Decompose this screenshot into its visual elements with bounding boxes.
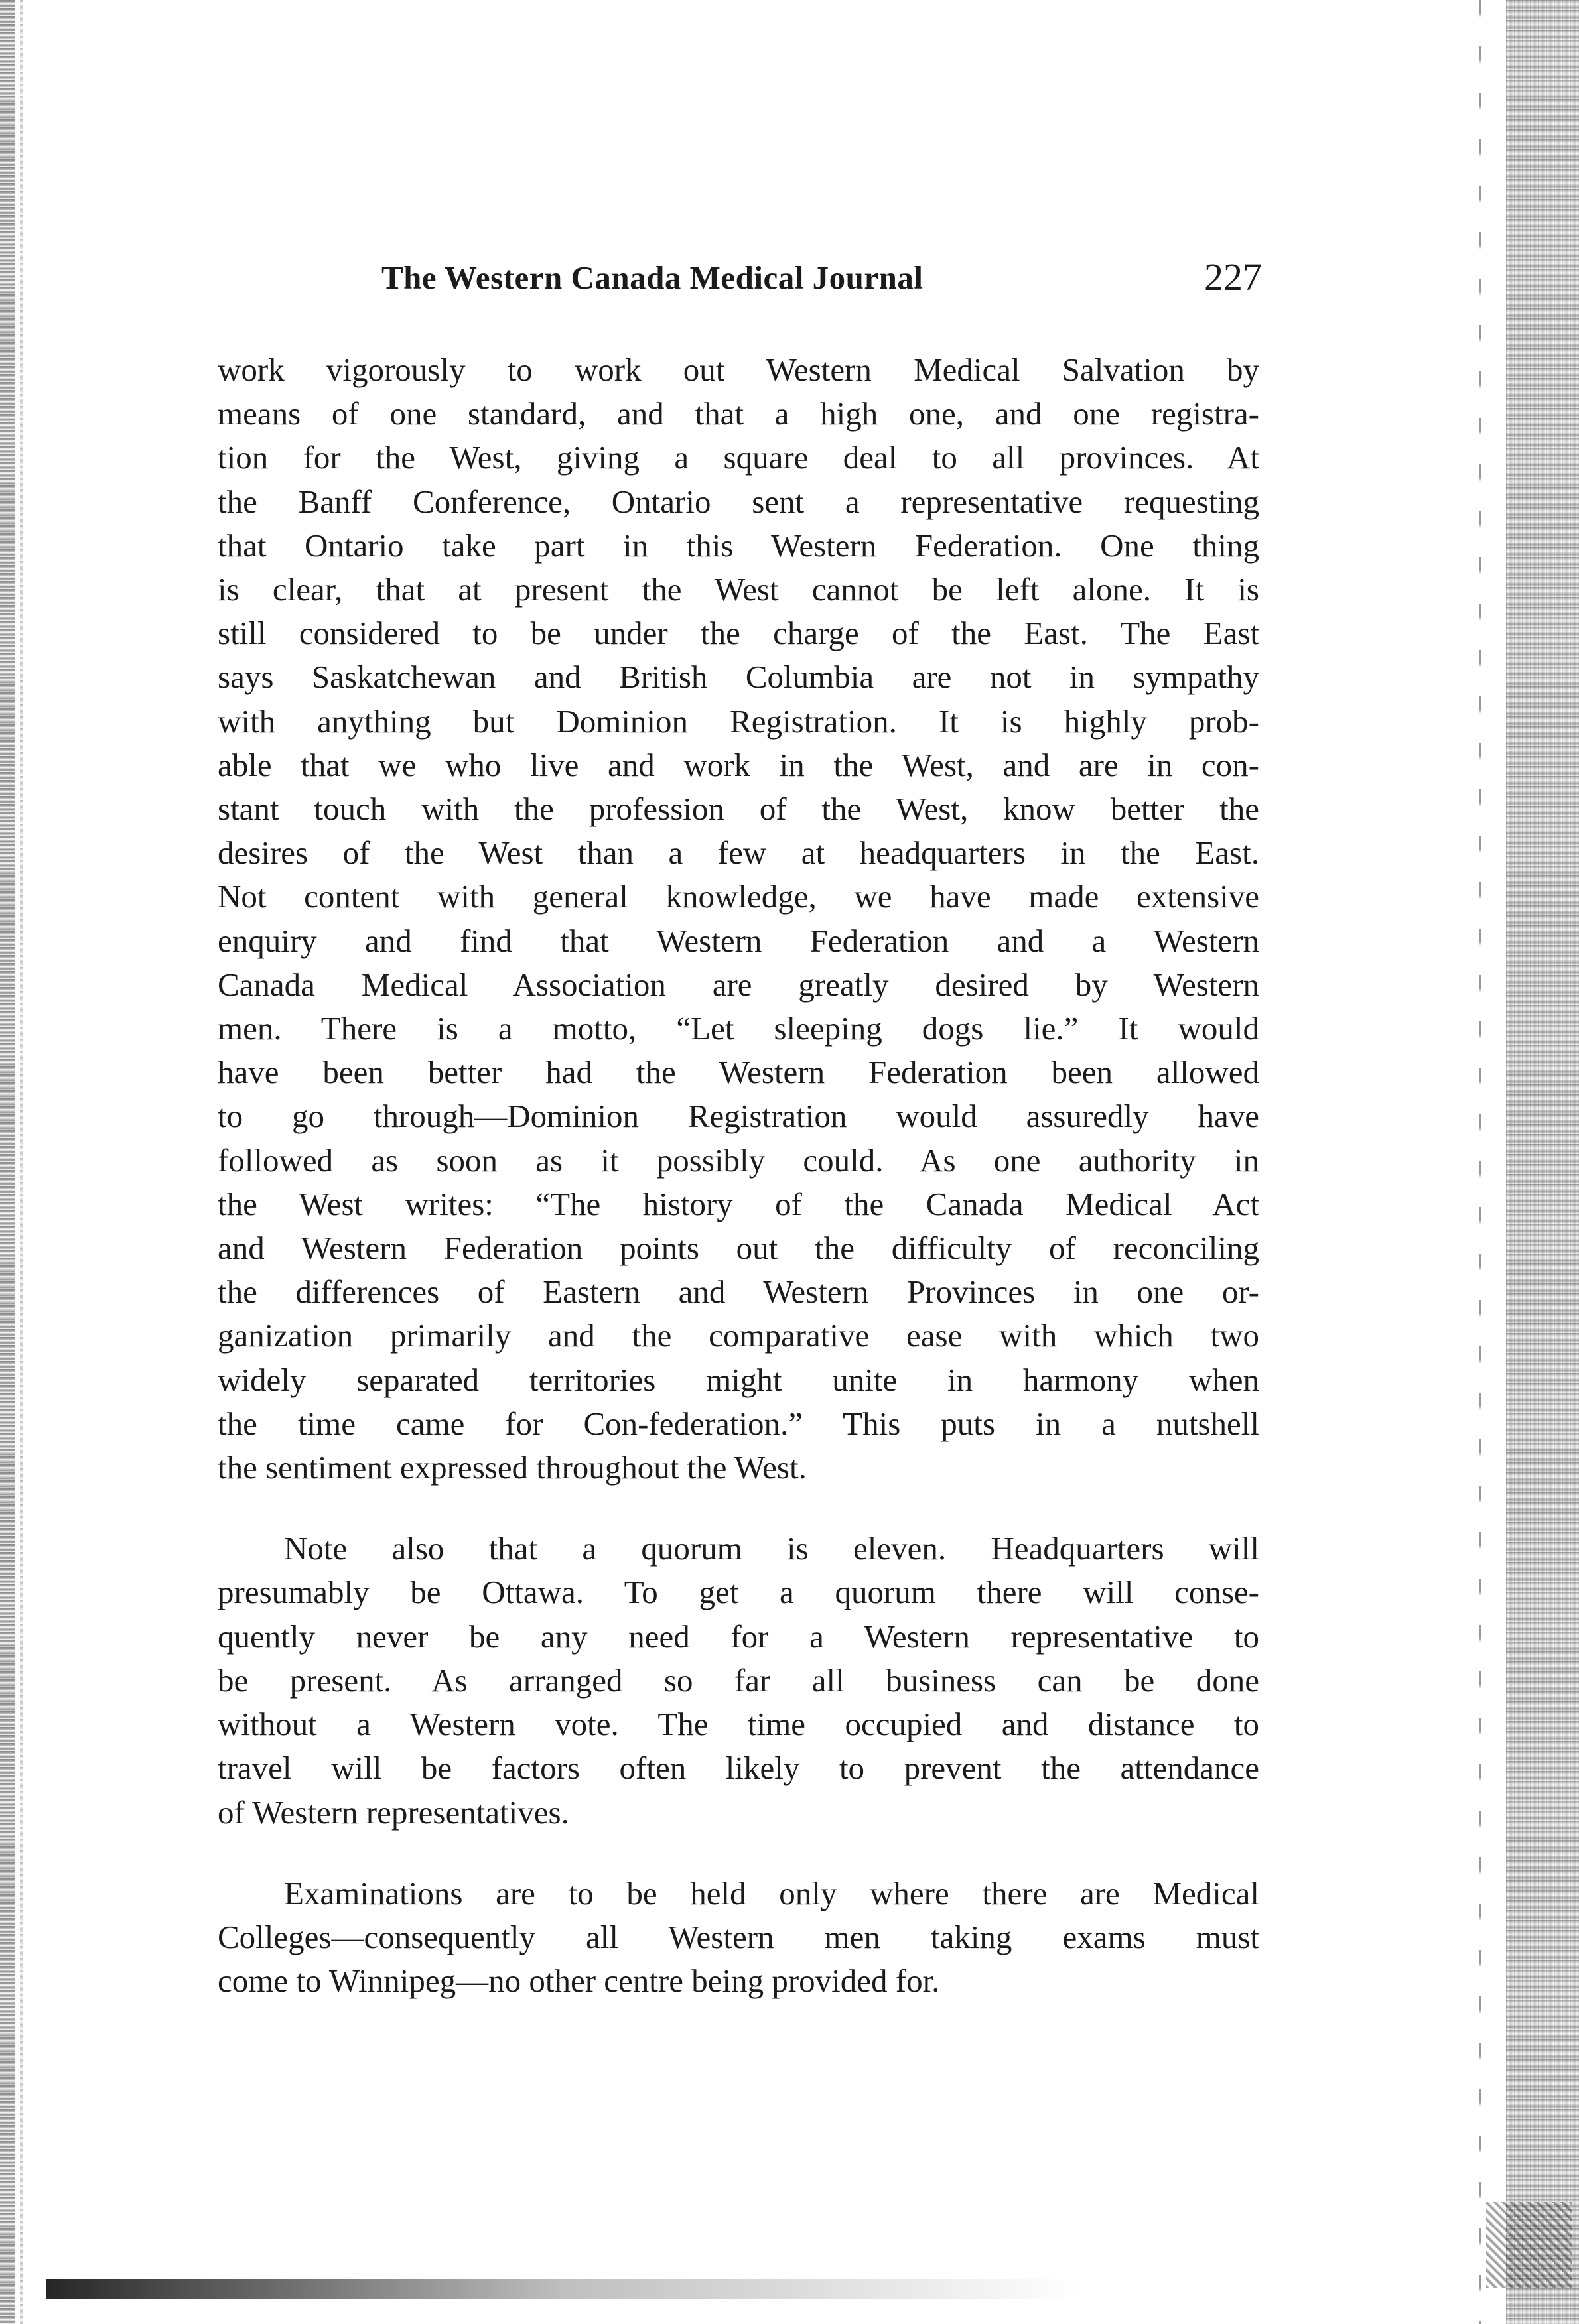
text-line: is clear, that at present the West cannot be left alone. It is bbox=[218, 571, 1259, 608]
text-line: be present. As arranged so far all business can be done bbox=[218, 1661, 1259, 1699]
scan-page-edge-right bbox=[1506, 0, 1579, 2324]
text-line: with anything but Dominion Registration. It is highly prob- bbox=[218, 702, 1259, 740]
text-line: stant touch with the profession of the West, know better the bbox=[218, 791, 1259, 828]
text-line: tion for the West, giving a square deal to all provinces. At bbox=[218, 439, 1259, 476]
text-line: to go through—Dominion Registration would assuredly have bbox=[218, 1098, 1259, 1135]
text-line: says Saskatchewan and British Columbia are not in sympathy bbox=[218, 659, 1259, 696]
journal-title: The Western Canada Medical Journal bbox=[381, 259, 924, 296]
paragraph-1 bbox=[218, 348, 1259, 1490]
text-line: Examinations are to be held only where there are Medical bbox=[284, 1874, 1259, 1911]
text-line: the Banff Conference, Ontario sent a representative requesting bbox=[218, 483, 1259, 520]
text-line: the differences of Eastern and Western Provinces in one or- bbox=[218, 1273, 1259, 1311]
text-line: without a Western vote. The time occupied and distance to bbox=[218, 1706, 1259, 1743]
scan-corner-shading bbox=[1486, 2202, 1572, 2288]
text-line: quently never be any need for a Western representative to bbox=[218, 1618, 1259, 1655]
text-line: and Western Federation points out the difficulty of reconciling bbox=[218, 1230, 1259, 1267]
text-line: Canada Medical Association are greatly desired by Western bbox=[218, 966, 1259, 1003]
scan-binding-edge-left bbox=[0, 0, 15, 2324]
text-line: work vigorously to work out Western Medical Salvation by bbox=[218, 352, 1259, 388]
paragraph-3 bbox=[218, 1872, 1259, 2004]
paragraph-2 bbox=[218, 1527, 1259, 1834]
text-line: the sentiment expressed throughout the West. bbox=[218, 1449, 807, 1486]
scan-binding-line-left bbox=[20, 0, 23, 2324]
text-line: Note also that a quorum is eleven. Headquarters will bbox=[284, 1530, 1259, 1567]
scan-bottom-shadow bbox=[46, 2279, 1081, 2299]
text-line: Colleges—consequently all Western men taking exams must bbox=[218, 1918, 1259, 1955]
text-line: followed as soon as it possibly could. As one authority in bbox=[218, 1141, 1259, 1179]
text-line: presumably be Ottawa. To get a quorum there will conse- bbox=[218, 1574, 1259, 1611]
text-line: able that we who live and work in the West, and are in con- bbox=[218, 746, 1259, 783]
text-line: still considered to be under the charge of the East. The East bbox=[218, 615, 1259, 652]
text-line: travel will be factors often likely to prevent the attendance bbox=[218, 1750, 1259, 1787]
text-line: widely separated territories might unite in harmony when bbox=[218, 1361, 1259, 1398]
text-line: have been better had the Western Federation been allowed bbox=[218, 1054, 1259, 1091]
article-body bbox=[218, 348, 1259, 2003]
text-line: come to Winnipeg—no other centre being provided for. bbox=[218, 1963, 940, 2000]
text-line: men. There is a motto, “Let sleeping dogs lie.” It would bbox=[218, 1010, 1259, 1047]
text-line: ganization primarily and the comparative ease with which two bbox=[218, 1317, 1259, 1354]
text-line: enquiry and find that Western Federation and a Western bbox=[218, 922, 1259, 959]
text-line: means of one standard, and that a high one, and one registra- bbox=[218, 395, 1259, 432]
text-line: of Western representatives. bbox=[218, 1793, 569, 1831]
page-number: 227 bbox=[1204, 255, 1262, 298]
text-line: that Ontario take part in this Western Federation. One thing bbox=[218, 527, 1259, 564]
text-line: Not content with general knowledge, we have made extensive bbox=[218, 878, 1259, 915]
text-line: the time came for Con-federation.” This puts in a nutshell bbox=[218, 1405, 1259, 1442]
text-line: desires of the West than a few at headquarters in the East. bbox=[218, 834, 1259, 871]
text-line: the West writes: “The history of the Canada Medical Act bbox=[218, 1185, 1259, 1222]
running-header bbox=[381, 255, 1317, 318]
scan-page-line-right bbox=[1479, 0, 1481, 2324]
